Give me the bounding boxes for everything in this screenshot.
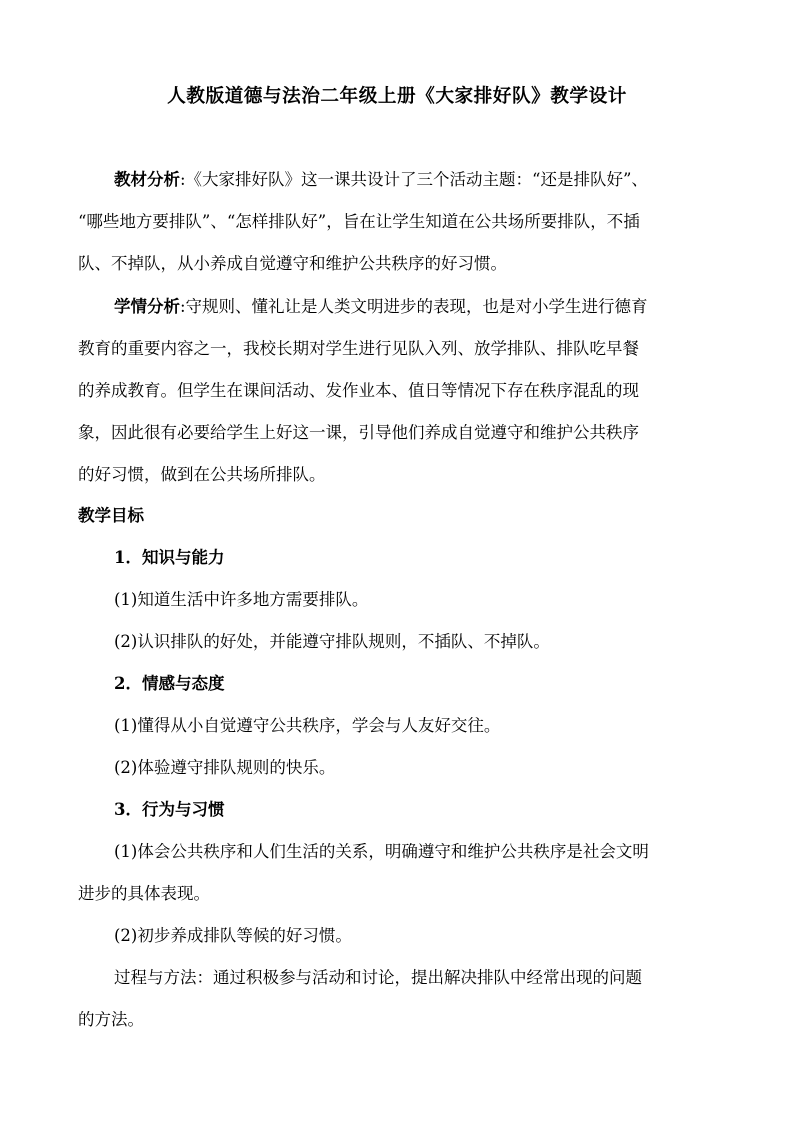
process-line-2: 的方法。 [78, 1010, 144, 1029]
situation-line-5: 的好习惯，做到在公共场所排队。 [78, 465, 326, 484]
goal1-item-1: (1)知道生活中许多地方需要排队。 [114, 590, 369, 609]
analysis-text-1: :《大家排好队》这一课共设计了三个活动主题：“还是排队好”、 [180, 170, 648, 189]
situation-text-1: :守规则、懂礼让是人类文明进步的表现，也是对小学生进行德育 [180, 297, 648, 316]
situation-label: 学情分析 [114, 297, 180, 316]
goal3-item-2: (2)初步养成排队等候的好习惯。 [114, 926, 352, 945]
situation-line-4: 象，因此很有必要给学生上好这一课，引导他们养成自觉遵守和维护公共秩序 [78, 423, 639, 442]
goal1-heading: 1．知识与能力 [114, 548, 225, 567]
goal3-heading: 3．行为与习惯 [114, 800, 225, 819]
goal2-item-2: (2)体验遵守排队规则的快乐。 [114, 758, 336, 777]
analysis-line-2: “哪些地方要排队”、“怎样排队好”，旨在让学生知道在公共场所要排队，不插 [78, 212, 640, 231]
situation-line-1 [114, 295, 648, 319]
situation-line-2: 教育的重要内容之一，我校长期对学生进行见队入列、放学排队、排队吃早餐 [78, 339, 639, 358]
situation-line-3: 的养成教育。但学生在课间活动、发作业本、值日等情况下存在秩序混乱的现 [78, 381, 639, 400]
process-line-1: 过程与方法：通过积极参与活动和讨论，提出解决排队中经常出现的问题 [114, 968, 642, 987]
goal2-heading: 2．情感与态度 [114, 674, 225, 693]
goal1-item-2: (2)认识排队的好处，并能遵守排队规则，不插队、不掉队。 [114, 632, 550, 651]
analysis-line-3: 队、不掉队，从小养成自觉遵守和维护公共秩序的好习惯。 [78, 254, 507, 273]
analysis-label: 教材分析 [114, 170, 180, 189]
goals-heading: 教学目标 [78, 506, 144, 525]
analysis-line-1 [114, 168, 648, 192]
goal3-item-1-line-2: 进步的具体表现。 [78, 884, 210, 903]
document-title: 人教版道德与法治二年级上册《大家排好队》教学设计 [167, 85, 627, 107]
goal3-item-1-line-1: (1)体会公共秩序和人们生活的关系，明确遵守和维护公共秩序是社会文明 [114, 842, 649, 861]
goal2-item-1: (1)懂得从小自觉遵守公共秩序，学会与人友好交往。 [114, 716, 501, 735]
